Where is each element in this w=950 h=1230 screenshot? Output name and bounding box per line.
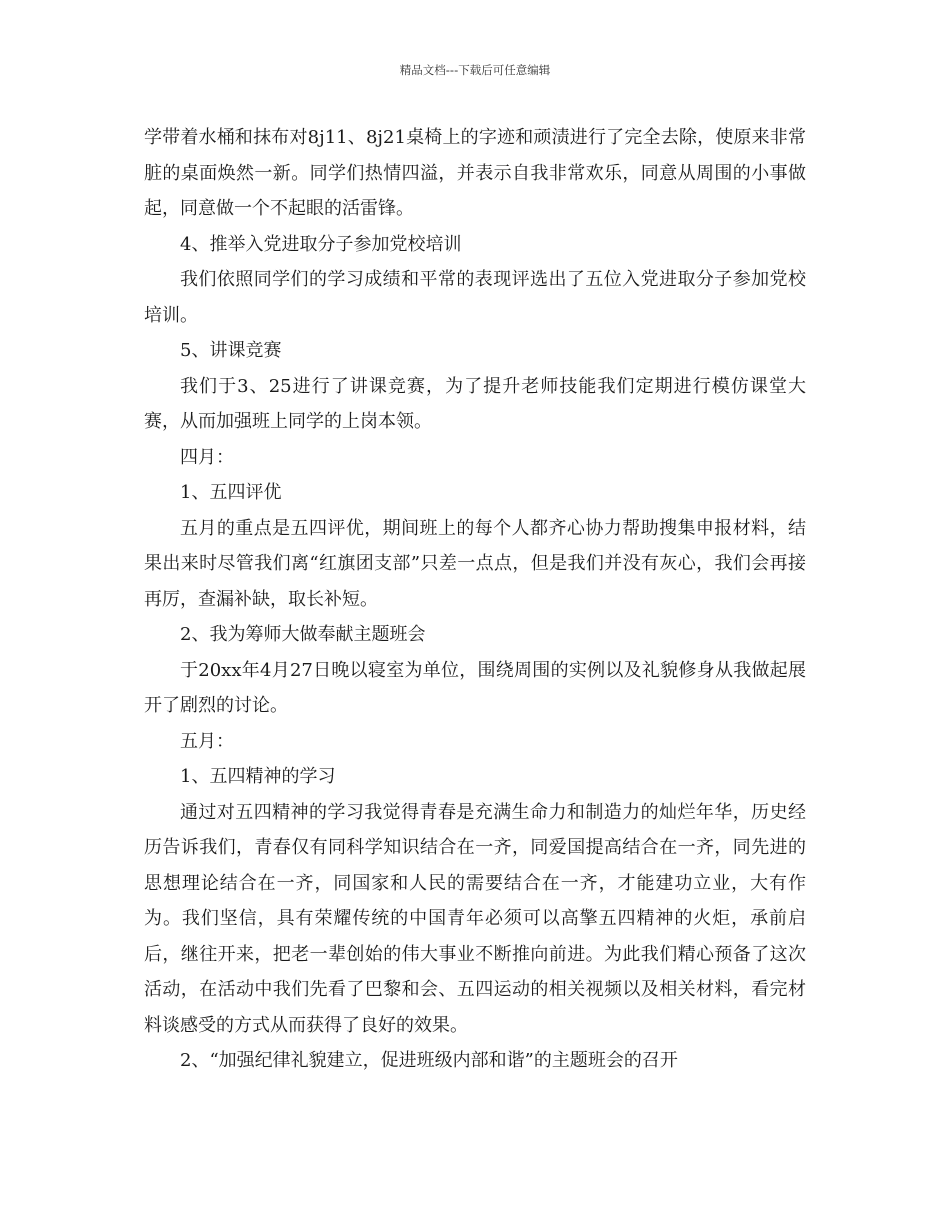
page-header: 精品文档---下载后可任意编辑: [399, 63, 551, 77]
month-heading-may: 五月：: [180, 730, 234, 752]
paragraph: 通过对五四精神的学习我觉得青春是充满生命力和制造力的灿烂年华，历史经历告诉我们，青春仅有同科学知识结合在一齐，同爱国提高结合在一齐，同先进的思想理论结合在一齐，同国家和人民的需要结合在一齐，才能建功立业，大有作为。我们坚信，具有荣耀传统的中国青年必须可以高擎五四精神的火炬，承前启后，继往开来，把老一辈创始的伟大事业不断推向前进。为此我们精心预备了这次活动，在活动中我们先看了巴黎和会、五四运动的相关视频以及相关材料，看完材料谈感受的方式从而获得了良好的效果。: [144, 801, 806, 1036]
month-heading-april: 四月：: [180, 446, 234, 468]
section-heading-item-5: 5、讲课竞赛: [180, 340, 282, 361]
document-body: [144, 120, 806, 1079]
paragraph: 于20xx年4月27日晚以寝室为单位，围绕周围的实例以及礼貌修身从我做起展开了剧烈的讨论。: [144, 659, 806, 716]
paragraph-continuation: 学带着水桶和抹布对8j11、8j21桌椅上的字迹和顽渍进行了完全去除，使原来非常脏的桌面焕然一新。同学们热情四溢，并表示自我非常欢乐，同意从周围的小事做起，同意做一个不起眼的活雷锋。: [144, 127, 806, 219]
section-heading-item-2: 2、“加强纪律礼貌建立，促进班级内部和谐”的主题班会的召开: [180, 1050, 678, 1071]
paragraph: 我们于3、25进行了讲课竞赛，为了提升老师技能我们定期进行模仿课堂大赛，从而加强班上同学的上岗本领。: [144, 375, 806, 432]
paragraph: 我们依照同学们的学习成绩和平常的表现评选出了五位入党进取分子参加党校培训。: [144, 269, 806, 326]
section-heading-item-1: 1、五四精神的学习: [180, 766, 336, 787]
section-heading-item-1: 1、五四评优: [180, 482, 282, 503]
section-heading-item-4: 4、推举入党进取分子参加党校培训: [180, 233, 462, 255]
section-heading-item-2: 2、我为筹师大做奉献主题班会: [180, 624, 426, 645]
paragraph: 五月的重点是五四评优，期间班上的每个人都齐心协力帮助搜集申报材料，结果出来时尽管我们离“红旗团支部”只差一点点，但是我们并没有灰心，我们会再接再厉，查漏补缺，取长补短。: [144, 517, 806, 610]
